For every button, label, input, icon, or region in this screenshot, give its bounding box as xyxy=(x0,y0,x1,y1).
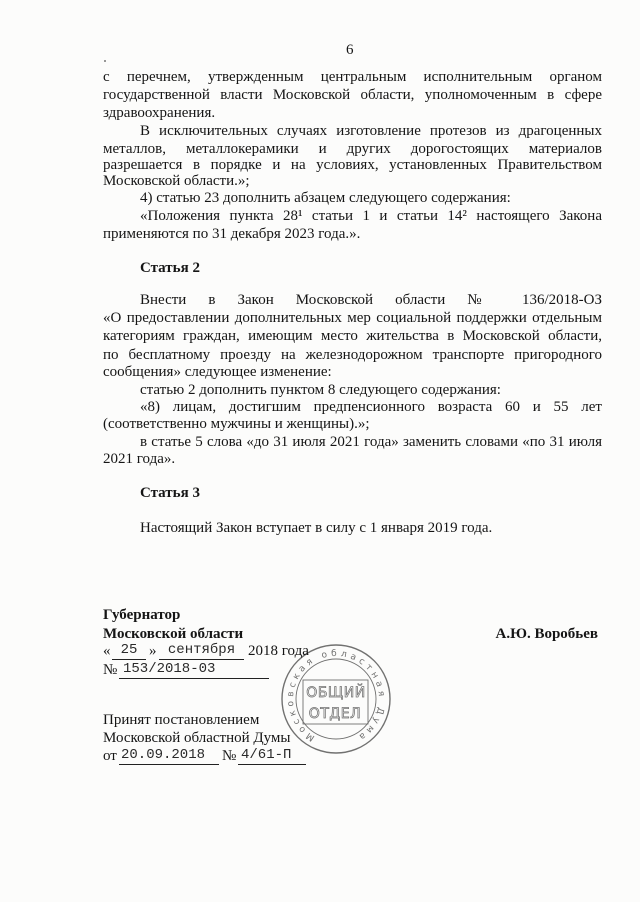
body-text-line: в статье 5 слова «до 31 июля 2021 года» заменить словами «по 31 июля xyxy=(140,434,602,450)
body-text-line: 4) статью 23 дополнить абзацем следующего содержания: xyxy=(140,190,511,206)
adoption-date-field: 20.09.2018 xyxy=(119,746,219,765)
stamp xyxy=(278,641,394,757)
stamp-center-line-2: ОТДЕЛ xyxy=(308,706,362,722)
body-text-line: (соответственно мужчины и женщины).»; xyxy=(103,416,370,432)
body-text-line: применяются по 31 декабря 2023 года.». xyxy=(103,226,361,242)
body-text-line: государственной власти Московской области, уполномоченным в сфере xyxy=(103,87,602,103)
body-text-line: разрешается в порядке и на условиях, установленных Правительством xyxy=(103,157,602,173)
body-text-line: «8) лицам, достигшим предпенсионного возраста 60 и 55 лет xyxy=(140,399,602,415)
governor-title-line-2: Московской области xyxy=(103,626,244,642)
adoption-number-sign: № xyxy=(222,748,237,764)
body-text-line: с перечнем, утвержденным центральным исполнительным органом xyxy=(103,69,602,85)
governor-name: А.Ю. Воробьев xyxy=(495,626,598,642)
law-number-sign: № xyxy=(103,662,118,678)
date-open-quote: « xyxy=(103,643,111,659)
law-number-field: 153/2018-03 xyxy=(119,660,269,679)
date-close-quote: » xyxy=(149,643,157,659)
body-text-line: 2021 года». xyxy=(103,451,176,467)
body-text-line: сообщения» следующее изменение: xyxy=(103,364,332,380)
stamp-center-line-1: ОБЩИЙ xyxy=(306,685,366,701)
adoption-line-1: Принят постановлением xyxy=(103,712,260,728)
body-text-line: здравоохранения. xyxy=(103,105,216,121)
body-text-line: статью 2 дополнить пунктом 8 следующего содержания: xyxy=(140,382,501,398)
scan-speck xyxy=(104,60,106,62)
body-text-line: «Положения пункта 28¹ статьи 1 и статьи 14² настоящего Закона xyxy=(140,208,602,224)
body-text-line: Настоящий Закон вступает в силу с 1 января 2019 года. xyxy=(140,520,493,536)
body-text-line: В исключительных случаях изготовление протезов из драгоценных xyxy=(140,123,602,139)
adoption-date-prefix: от xyxy=(103,748,117,764)
stamp-ring-text: Московская областная Дума xyxy=(285,648,386,743)
body-text-line: Внести в Закон Московской области № 136/2018-ОЗ xyxy=(140,292,602,308)
page-number: 6 xyxy=(346,42,354,58)
adoption-line-2: Московской областной Думы xyxy=(103,730,291,746)
signing-year-text: 2018 года xyxy=(248,643,309,659)
signing-day-field: 25 xyxy=(112,641,146,660)
article-3-heading: Статья 3 xyxy=(140,485,200,501)
body-text-line: «О предоставлении дополнительных мер социальной поддержки отдельным xyxy=(103,310,602,326)
adoption-number-field: 4/61-П xyxy=(238,746,306,765)
governor-title-line-1: Губернатор xyxy=(103,607,181,623)
body-text-line: Московской области.»; xyxy=(103,173,250,189)
body-text-line: категориям граждан, имеющим место жительства в Московской области, xyxy=(103,328,602,344)
signing-month-field: сентября xyxy=(159,641,244,660)
body-text-line: металлов, металлокерамики и других дорогостоящих материалов xyxy=(103,141,602,157)
article-2-heading: Статья 2 xyxy=(140,260,200,276)
body-text-line: по бесплатному проезду на железнодорожном транспорте пригородного xyxy=(103,347,602,363)
